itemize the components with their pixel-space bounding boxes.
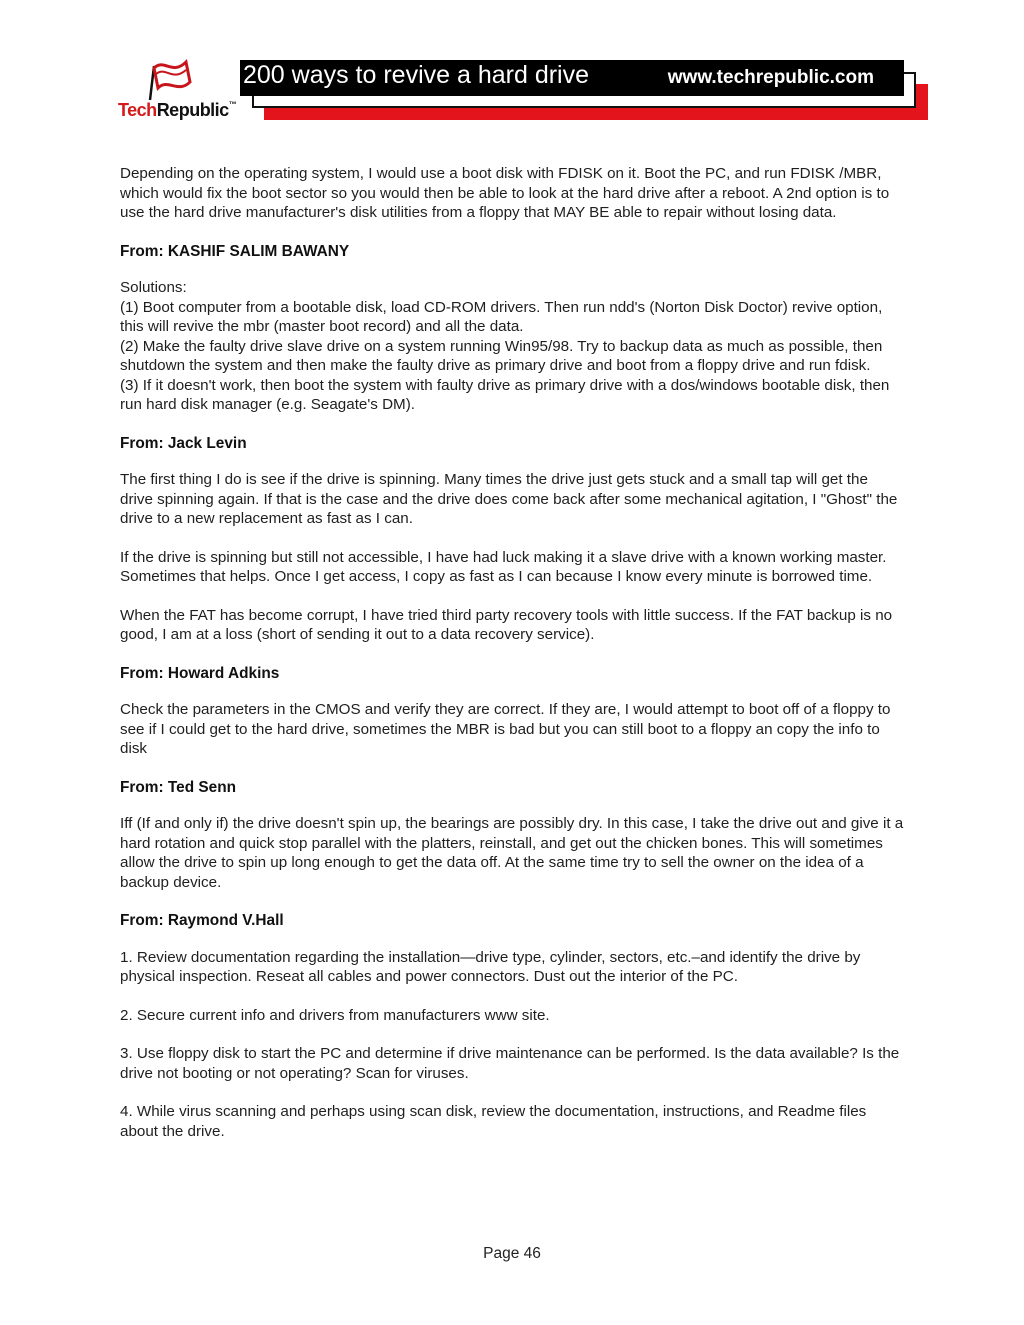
body-paragraph: Check the parameters in the CMOS and verify they are correct. If they are, I would attempt to boot off of a floppy to see if I could get to the hard drive, sometimes the MBR is bad but you can still boot to a floppy an copy the info to disk bbox=[120, 701, 891, 757]
logo-text-republic: Republic bbox=[156, 100, 229, 120]
intro-paragraph: Depending on the operating system, I would use a boot disk with FDISK on it. Boot the PC, and run FDISK /MBR, which would fix the boot sector so you would then be able to look at the hard drive after a reboot. A 2nd option is to use the hard drive manufacturer's disk utilities from a floppy that MAY BE able to repair without losing data. bbox=[120, 165, 890, 221]
site-url: www.techrepublic.com bbox=[667, 67, 874, 88]
body-paragraph: If the drive is spinning but still not accessible, I have had luck making it a slave drive with a known working master. Sometimes that helps. Once I get access, I copy as fast as I can because I know every minute is borrowed time. bbox=[120, 548, 887, 585]
solutions-heading: Solutions: bbox=[120, 279, 187, 296]
list-item: 2. Secure current info and drivers from manufacturers www site. bbox=[120, 1006, 550, 1024]
document-body bbox=[120, 164, 904, 1160]
list-item: 1. Review documentation regarding the installation—drive type, cylinder, sectors, etc.–and identify the drive by physical inspection. Reseat all cables and power connectors. Dust out the interior of the PC. bbox=[120, 948, 861, 985]
body-paragraph: When the FAT has become corrupt, I have tried third party recovery tools with little success. If the FAT backup is no good, I am at a loss (short of sending it out to a data recovery service). bbox=[120, 606, 893, 643]
page-number: Page 46 bbox=[483, 1245, 541, 1262]
author-heading: From: Jack Levin bbox=[120, 434, 247, 452]
flag-icon bbox=[142, 56, 202, 102]
solution-item: (3) If it doesn't work, then boot the system with faulty drive as primary drive with a dos/windows bootable disk, then run hard disk manager (e.g. Seagate's DM). bbox=[120, 376, 890, 413]
body-paragraph: The first thing I do is see if the drive is spinning. Many times the drive just gets stuck and a small tap will get the drive spinning again. If that is the case and the drive does come back after some mechanical agitation, I "Ghost" the drive to a new replacement as fast as I can. bbox=[120, 471, 898, 527]
author-heading: From: Raymond V.Hall bbox=[120, 912, 284, 929]
document-title: 200 ways to revive a hard drive bbox=[243, 61, 590, 89]
author-heading: From: Howard Adkins bbox=[120, 664, 280, 682]
author-heading: From: KASHIF SALIM BAWANY bbox=[120, 242, 350, 260]
author-heading: From: Ted Senn bbox=[120, 778, 237, 796]
list-item: 4. While virus scanning and perhaps using scan disk, review the documentation, instructions, and Readme files about the drive. bbox=[120, 1103, 867, 1140]
logo-trademark: ™ bbox=[228, 100, 237, 109]
solution-item: (2) Make the faulty drive slave drive on a system running Win95/98. Try to backup data as much as possible, then shutdown the system and then make the faulty drive as primary drive and boot from a floppy drive and run fdisk. bbox=[120, 337, 883, 374]
body-paragraph: Iff (If and only if) the drive doesn't spin up, the bearings are possibly dry. In this case, I take the drive out and give it a hard rotation and quick stop parallel with the platters, reinstall, and get out the chicken bones. This will sometimes allow the drive to spin up long enough to get the data off. At the same time try to sell the owner on the idea of a backup device. bbox=[120, 815, 904, 891]
logo-wordmark bbox=[118, 100, 236, 121]
list-item: 3. Use floppy disk to start the PC and determine if drive maintenance can be performed. Is the data available? Is the drive not booting or not operating? Scan for viruses. bbox=[120, 1045, 900, 1082]
header-banner bbox=[240, 60, 904, 96]
logo-text-tech: Tech bbox=[118, 100, 157, 120]
solution-item: (1) Boot computer from a bootable disk, load CD-ROM drivers. Then run ndd's (Norton Disk Doctor) revive option, this will revive the mbr (master boot record) and all the data. bbox=[120, 298, 883, 335]
techrepublic-logo bbox=[116, 56, 236, 128]
